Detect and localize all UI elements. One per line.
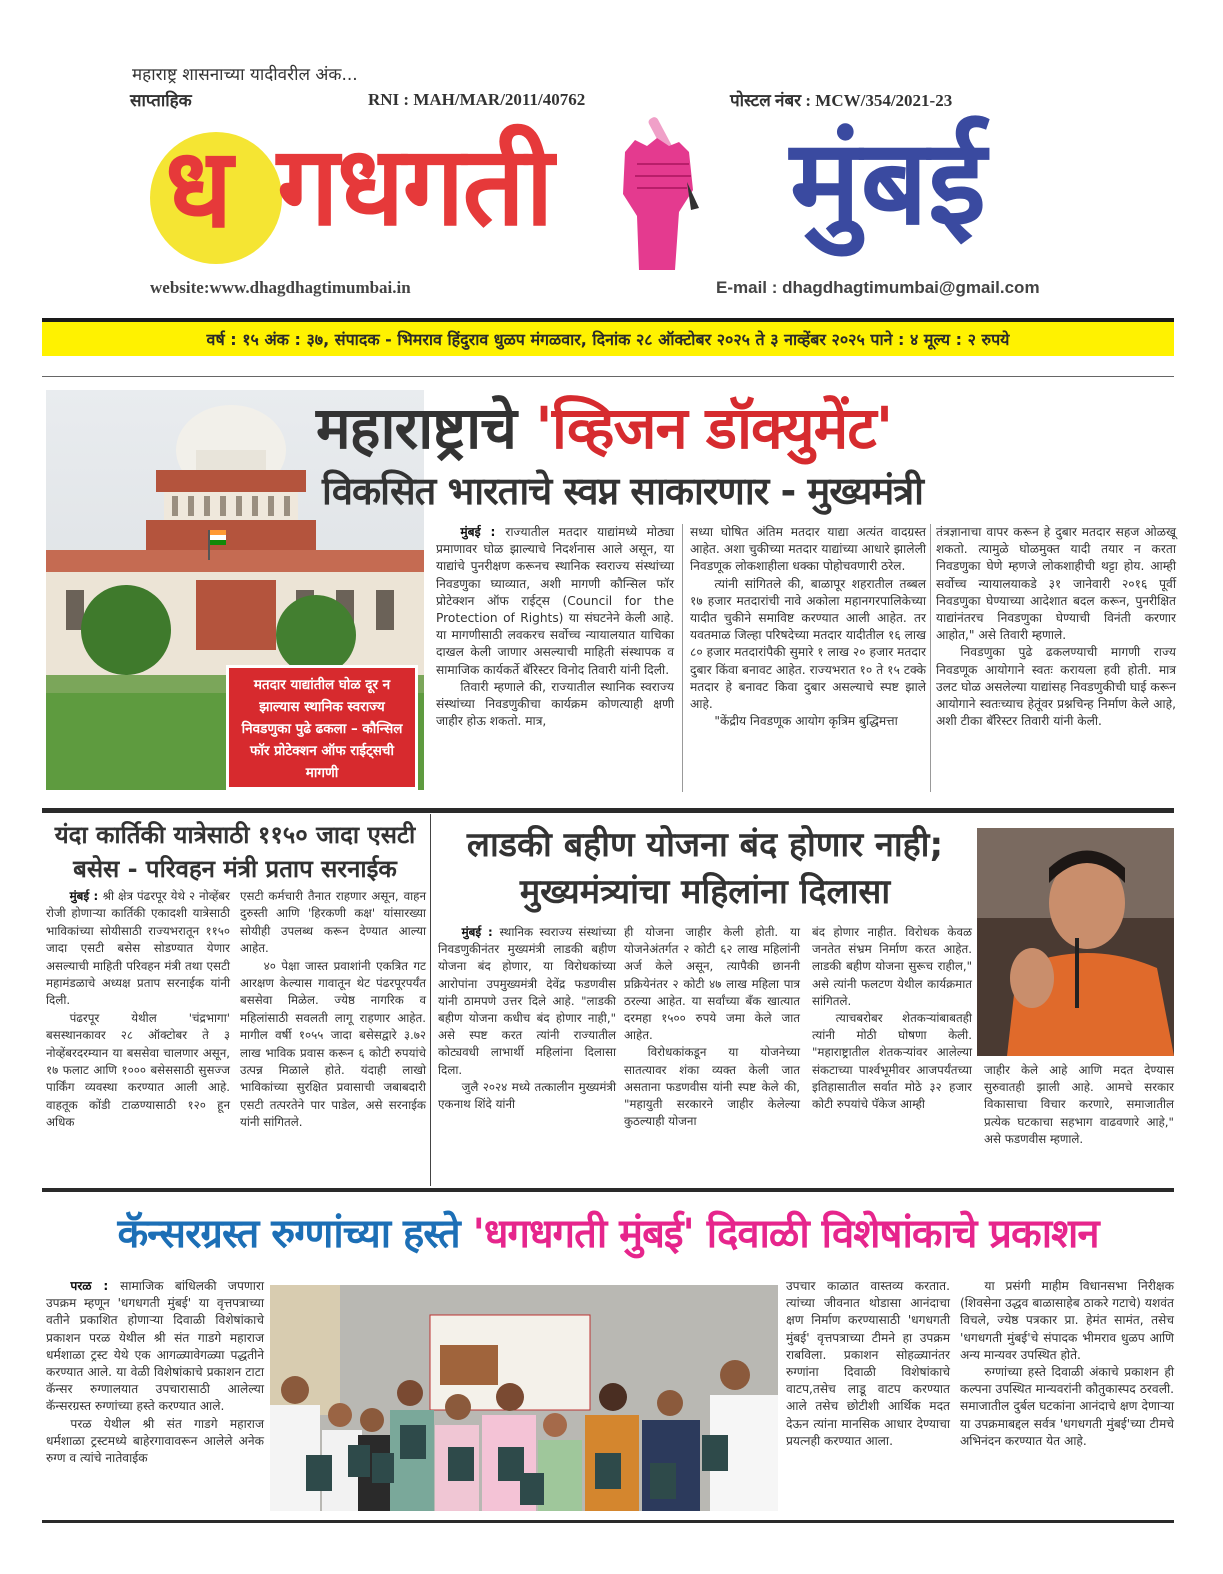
article-paragraph <box>936 644 1176 730</box>
postal-number: पोस्टल नंबर : MCW/354/2021-23 <box>730 91 953 110</box>
logo-first-letter: ध <box>165 124 233 252</box>
paragraph-text: सध्या घोषित अंतिम मतदार याद्या अत्यंत वादग्रस्त आहेत. अशा चुकीच्या मतदार याद्यांच्या आधारे झालेली निवडणूक लोकशाहीला धक्का पोहोचवणारी ठरेल. <box>690 525 926 574</box>
paragraph-text: त्यांनी सांगितले की, बाळापूर शहरातील तब्बल १७ हजार मतदारांची नावे अकोला महानगरपालिकेच्या यादीत चुकीने समाविष्ट करण्यात आली आहेत. तर यवतमाळ जिल्हा परिषदेच्या मतदार यादीतील १६ लाख ८० हजार मतदारांपैकी सुमारे १ लाख २० हजार मतदार दुबार किंवा बनावट आहेत. राज्यभरात १० ते १५ टक्के मतदार हे बनावट किवा दुबार असल्याचे स्पष्ट झाले आहे. <box>690 576 926 712</box>
article-paragraph <box>960 1278 1174 1364</box>
paragraph-text: जुलै २०२४ मध्ये तत्कालीन मुख्यमंत्री एकनाथ शिंदे यांनी <box>438 1079 616 1112</box>
diwali-column-2 <box>786 1278 950 1450</box>
paragraph-text: एसटी कर्मचारी तैनात राहणार असून, वाहन दुरुस्ती आणि 'हिरकणी कक्ष' यांसारख्या सोयीही उपलब्ध करून देण्यात आल्या आहेत. <box>240 889 426 956</box>
paragraph-text: ही योजना जाहीर केली होती. या योजनेअंतर्गत २ कोटी ६२ लाख महिलांनी अर्ज केले असून, त्यापैकी छाननी प्रक्रियेनंतर २ कोटी ४७ लाख महिला पात्र ठरल्या आहेत. या सर्वांच्या बँक खात्यात दरमहा १५०० रुपये जमा केले जात आहेत. <box>624 925 800 1043</box>
paragraph-text: परळ येथील श्री संत गाडगे महाराज धर्मशाळा ट्रस्टमध्ये बाहेरगावावरून आलेले अनेक रुग्ण व त्यांचे नातेवाईक <box>46 1416 264 1466</box>
dateline: मुंबई : <box>460 525 506 539</box>
paragraph-text: उपचार काळात वास्तव्य करतात. त्यांच्या जीवनात थोडासा आनंदाचा क्षण निर्माण करण्यासाठी 'धगधगती मुंबई' वृत्तपत्राच्या टीमने हा उपक्रम राबविला. प्रकाशन सोहळ्यानंतर रुग्णांना दिवाळी विशेषांकाचे वाटप,तसेच लाडू वाटप करण्यात आले तसेच छोटीशी आर्थिक मदत देऊन त्यांना मानसिक आधार देण्याचा प्रयत्नही करण्यात आला. <box>786 1279 950 1448</box>
website-link[interactable]: website:www.dhagdhagtimumbai.in <box>150 278 411 297</box>
paragraph-text: रुग्णांच्या हस्ते दिवाळी अंकाचे प्रकाशन ही कल्पना उपस्थित मान्यवरांनी कौतुकास्पद ठरवली. समाजातील दुर्बल घटकांना आनंदाचे क्षण देणाऱ्या या उपक्रमाबद्दल सर्वत्र 'धगधगती मुंबई'च्या टीमचे अभिनंदन करण्यात येत आहे. <box>960 1365 1174 1448</box>
dateline: मुंबई : <box>461 925 500 939</box>
lead-subheadline: विकसित भारताचे स्वप्न साकारणार - मुख्यमंत्री <box>322 469 924 513</box>
frequency-label: साप्ताहिक <box>130 91 192 111</box>
article-paragraph <box>46 1416 264 1468</box>
article-paragraph <box>438 1079 616 1113</box>
paragraph-text: श्री क्षेत्र पंढरपूर येथे २ नोव्हेंबर रोजी होणाऱ्या कार्तिकी एकादशी यात्रेसाठी भाविकांच्या सोयीसाठी राज्यभरातून ११५० जादा एसटी बसेस सोडण्यात येणार असल्याची माहिती परिवहन मंत्री तथा एसटी महामंडळाचे अध्यक्ष प्रताप सरनाईक यांनी दिली. <box>46 889 230 1008</box>
masthead-tagline: महाराष्ट्र शासनाच्या यादीवरील अंक... <box>132 65 358 85</box>
column-divider <box>430 814 431 1186</box>
lead-column-2 <box>690 524 926 730</box>
article-paragraph <box>46 1278 264 1416</box>
article-paragraph <box>436 524 674 679</box>
fist-with-pen-icon <box>605 112 715 272</box>
fadnavis-photo <box>977 828 1174 1056</box>
issue-info-bar: वर्ष : १५ अंक : ३७, संपादक - भिमराव हिंदुराव धुळप मंगळवार, दिनांक २८ ऑक्टोबर २०२५ ते ३ नाव्हेंबर २०२५ पाने : ४ मूल्य : २ रुपये <box>42 322 1174 356</box>
lead-column-3 <box>936 524 1176 730</box>
paragraph-text: जाहीर केले आहे आणि मदत देण्यास सुरुवातही झाली आहे. आमचे सरकार विकासाचा विचार करणारे, समाजातील प्रत्येक घटकाचा सहभाग वाढवणारे आहे," असे फडणवीस म्हणाले. <box>984 1063 1174 1146</box>
ladki-column-1 <box>438 924 616 1113</box>
ladki-column-4 <box>984 1062 1174 1148</box>
paragraph-text: राज्यातील मतदार याद्यांमध्ये मोठ्या प्रमाणावर घोळ झाल्याचे निदर्शनास आले असून, या याद्यांचे पुनरीक्षण करूनच स्थानिक स्वराज्य संस्थांच्या निवडणुका घ्याव्यात, अशी मागणी कौन्सिल फॉर प्रोटेक्शन ऑफ राईट्स (Council for the Protection of Rights) या संघटनेने केली आहे. या मागणीसाठी लवकरच सर्वोच्च न्यायालयात याचिका दाखल केली जाणार असल्याची माहिती संस्थापक व सामाजिक कार्यकर्ते बॅरिस्टर विनोद तिवारी यांनी दिली. <box>436 525 674 677</box>
newspaper-logo <box>145 112 1085 282</box>
paragraph-text: पंढरपूर येथील 'चंद्रभागा' बसस्थानकावर २८ ऑक्टोबर ते ३ नोव्हेंबरदरम्यान या बससेवा चालणार असून, १७ फलाट आणि १००० बसेससाठी सुसज्ज पार्किंग व्यवस्था करण्यात आली आहे. वाहतूक कोंडी टाळण्यासाठी १२० हून अधिक <box>46 1010 230 1130</box>
lead-headline-red: 'व्हिजन डॉक्युमेंट' <box>535 394 893 462</box>
paragraph-text: निवडणुका पुढे ढकलण्याची मागणी राज्य निवडणूक आयोगाने स्वतः करायला हवी होती. मात्र उलट घोळ असलेल्या याद्यांसह निवडणुकीची घाई करून आयोगाने स्वतःच्याच हेतूंवर प्रश्नचिन्ह निर्माण केले आहे, अशी टीका बॅरिस्टर तिवारी यांनी केली. <box>936 645 1176 729</box>
article-paragraph <box>936 524 1176 644</box>
article-paragraph <box>240 888 426 958</box>
logo-red-text: गधगती <box>277 122 552 250</box>
article-paragraph <box>812 1010 972 1113</box>
paragraph-text: बंद होणार नाहीत. विरोधक केवळ जनतेत संभ्रम निर्माण करत आहेत. लाडकी बहीण योजना सुरूच राहील," असे त्यांनी फलटण येथील कार्यक्रमात सांगितले. <box>812 925 972 1008</box>
paragraph-text: तिवारी म्हणाले की, राज्यातील स्थानिक स्वराज्य संस्थांच्या निवडणुकीचा कार्यक्रम कोणत्याही क्षणी जाहीर होऊ शकतो. मात्र, <box>436 679 674 729</box>
article-paragraph <box>240 958 426 1132</box>
page-bottom-rule <box>42 1520 1174 1523</box>
article-paragraph <box>438 924 616 1079</box>
lead-headline <box>316 386 892 465</box>
paragraph-text: स्थानिक स्वराज्य संस्थांच्या निवडणुकीनंतर मुख्यमंत्री लाडकी बहीण योजना बंद होणार, या विरोधकांच्या आरोपांना उपमुख्यमंत्री देवेंद्र फडणवीस यांनी ठामपणे उत्तर दिले आहे. "लाडकी बहीण योजना कधीच बंद होणार नाही," असे स्पष्ट करत त्यांनी राज्यातील कोट्यवधी लाभार्थी महिलांना दिलासा दिला. <box>438 925 617 1077</box>
diwali-headline-blue: कॅन्सरग्रस्त रुग्णांच्या हस्ते <box>117 1211 473 1257</box>
speaker-illustration <box>977 828 1174 1056</box>
section-divider <box>42 1188 1174 1192</box>
article-paragraph <box>690 576 926 714</box>
diwali-issue-headline <box>42 1204 1174 1259</box>
paragraph-text: तंत्रज्ञानाचा वापर करून हे दुबार मतदार सहज ओळखू शकतो. त्यामुळे घोळमुक्त यादी तयार न करता निवडणुका घेणे म्हणजे लोकशाहीची थट्टा होय. आम्ही सर्वोच्च न्यायालयाकडे ३१ जानेवारी २०१६ पूर्वी निवडणुका घेण्याच्या आदेशात बदल करून, पुनरीक्षित याद्यांनंतरच निवडणुका घेण्याची विनंती करणार आहोत," असे तिवारी म्हणाले. <box>936 525 1176 643</box>
paragraph-text: ४० पेक्षा जास्त प्रवाशांनी एकत्रित गट आरक्षण केल्यास गावातून थेट पंढरपूरपर्यंत बससेवा मिळेल. ज्येष्ठ नागरिक व महिलांसाठी सवलती लागू राहणार आहेत. मागील वर्षी १०५५ जादा बसेसद्वारे ३.७२ लाख भाविक प्रवास करून ६ कोटी रुपयांचे उत्पन्न मिळाले होते. यंदाही लाखो भाविकांच्या सुरक्षित प्रवासाची जबाबदारी एसटी तत्परतेने पार पाडेल, असे सरनाईक यांनी सांगितले. <box>240 958 426 1130</box>
dateline: परळ : <box>70 1279 121 1293</box>
diwali-headline-pink: 'धगधगती मुंबई' दिवाळी विशेषांकाचे प्रकाशन <box>472 1211 1099 1257</box>
section-divider <box>42 808 1174 813</box>
group-photo-illustration <box>270 1285 778 1511</box>
article-paragraph <box>624 1044 800 1130</box>
article-paragraph <box>46 1010 230 1132</box>
rni-number: RNI : MAH/MAR/2011/40762 <box>368 90 586 109</box>
email-link[interactable]: E-mail : dhagdhagtimumbai@gmail.com <box>716 278 1040 297</box>
article-paragraph <box>46 888 230 1010</box>
ladki-column-2 <box>624 924 800 1130</box>
lead-photo-caption: मतदार याद्यांतील घोळ दूर न झाल्यास स्थानिक स्वराज्य निवडणुका पुढे ढकला – कौन्सिल फॉर प्रोटेक्शन ऑफ राईट्सची मागणी <box>226 665 418 790</box>
ladki-column-3 <box>812 924 972 1113</box>
column-divider <box>682 524 683 792</box>
st-column-1 <box>46 888 230 1132</box>
dateline: मुंबई : <box>69 889 103 903</box>
article-paragraph <box>786 1278 950 1450</box>
event-group-photo <box>270 1285 778 1511</box>
logo-blue-text: मुंबई <box>790 113 986 251</box>
column-divider <box>930 524 931 792</box>
paragraph-text: "केंद्रीय निवडणूक आयोग कृत्रिम बुद्धिमत्ता <box>714 714 898 729</box>
lead-column-1 <box>436 524 674 730</box>
paragraph-text: सामाजिक बांधिलकी जपणारा उपक्रम म्हणून 'धगधगती मुंबई' या वृत्तपत्राच्या वतीने प्रकाशित होणाऱ्या दिवाळी विशेषांकाचे प्रकाशन परळ येथील श्री संत गाडगे महाराज धर्मशाळा ट्रस्ट येथे एक आगळ्यावेगळ्या पद्धतीने करण्यात आले. या वेळी विशेषांकाचे प्रकाशन टाटा कॅन्सर रुग्णालयात उपचारासाठी आलेल्या कॅन्सरग्रस्त रुग्णांच्या हस्ते करण्यात आले. <box>46 1279 264 1414</box>
lead-headline-dark: महाराष्ट्राचे <box>316 394 536 462</box>
article-paragraph <box>812 924 972 1010</box>
paragraph-text: या प्रसंगी माहीम विधानसभा निरीक्षक (शिवसेना उद्धव बाळासाहेब ठाकरे गटाचे) यशवंत विचले, ज्येष्ठ पत्रकार प्रा. हेमंत सामंत, तसेच 'धगधगती मुंबई'चे संपादक भीमराव धुळप आणि अन्य मान्यवर उपस्थित होते. <box>960 1279 1174 1362</box>
article-paragraph <box>690 713 926 730</box>
article-paragraph <box>960 1364 1174 1450</box>
st-bus-headline: यंदा कार्तिकी यात्रेसाठी ११५० जादा एसटी बसेस - परिवहन मंत्री प्रताप सरनाईक <box>54 821 416 883</box>
ladki-bahin-headline: लाडकी बहीण योजना बंद होणार नाही; मुख्यमंत्र्यांचा महिलांना दिलासा <box>466 825 944 912</box>
diwali-column-3 <box>960 1278 1174 1450</box>
article-paragraph <box>690 524 926 576</box>
article-paragraph <box>624 924 800 1044</box>
paragraph-text: त्याचबरोबर शेतकऱ्यांबाबतही त्यांनी मोठी घोषणा केली. "महाराष्ट्रातील शेतकऱ्यांवर आलेल्या संकटाच्या पार्श्वभूमीवर आजपर्यंतच्या इतिहासातील सर्वात मोठे ३२ हजार कोटी रुपयांचे पॅकेज आम्ही <box>812 1011 972 1112</box>
diwali-column-1 <box>46 1278 264 1467</box>
divider <box>42 376 1174 377</box>
paragraph-text: विरोधकांकडून या योजनेच्या सातत्यावर शंका व्यक्त केली जात असताना फडणवीस यांनी स्पष्ट केले की, "महायुती सरकारने जाहीर केलेल्या कुठल्याही योजना <box>624 1045 800 1129</box>
article-paragraph <box>436 679 674 731</box>
article-paragraph <box>984 1062 1174 1148</box>
st-column-2 <box>240 888 426 1132</box>
